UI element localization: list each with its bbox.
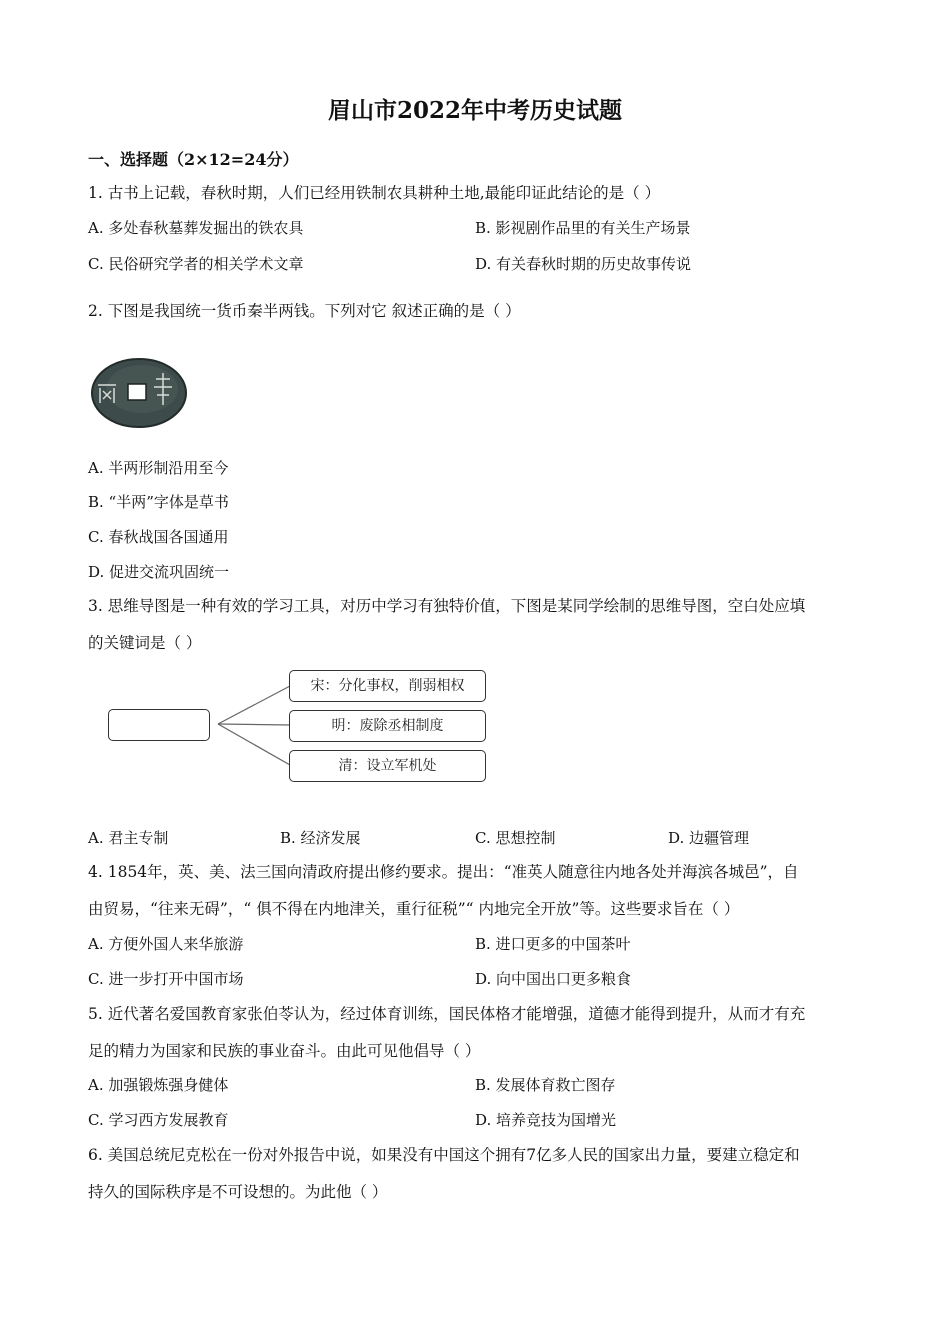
q3-option-c: C. 思想控制	[475, 829, 556, 847]
mind-map-blank-box	[108, 709, 210, 741]
q4-option-c: C. 进一步打开中国市场	[88, 970, 244, 988]
q3-option-b: B. 经济发展	[280, 829, 361, 847]
q5-option-a: A. 加强锻炼强身健体	[88, 1076, 229, 1094]
q5-option-c: C. 学习西方发展教育	[88, 1111, 229, 1129]
q3-option-a: A. 君主专制	[88, 829, 169, 847]
question-6-stem-line2: 持久的国际秩序是不可设想的。为此他（ ）	[88, 1183, 388, 1201]
question-3-stem-line2: 的关键词是（ ）	[88, 634, 202, 652]
q1-option-d: D. 有关春秋时期的历史故事传说	[475, 255, 692, 273]
q2-option-a: A. 半两形制沿用至今	[88, 459, 229, 477]
page-title: 眉山市2022年中考历史试题	[327, 97, 622, 124]
mind-map-qing: 清：设立军机处	[289, 750, 486, 782]
q1-option-a: A. 多处春秋墓葬发掘出的铁农具	[88, 219, 304, 237]
mind-map-song: 宋：分化事权，削弱相权	[289, 670, 486, 702]
q4-option-b: B. 进口更多的中国茶叶	[475, 935, 631, 953]
q2-option-b: B. “半两”字体是草书	[88, 493, 229, 511]
q4-option-a: A. 方便外国人来华旅游	[88, 935, 244, 953]
q4-option-d: D. 向中国出口更多粮食	[475, 970, 632, 988]
question-3-stem-line1: 3. 思维导图是一种有效的学习工具，对历中学习有独特价值，下图是某同学绘制的思维导图，空白处应填	[88, 597, 806, 615]
mind-map-ming: 明：废除丞相制度	[289, 710, 486, 742]
q5-option-d: D. 培养竞技为国增光	[475, 1111, 617, 1129]
q2-option-c: C. 春秋战国各国通用	[88, 528, 229, 546]
question-5-stem-line2: 足的精力为国家和民族的事业奋斗。由此可见他倡导（ ）	[88, 1042, 481, 1060]
question-4-stem-line1: 4. 1854年，英、美、法三国向清政府提出修约要求。提出：“准英人随意往内地各处并海滨各城邑”，自	[88, 863, 799, 881]
question-2-stem: 2. 下图是我国统一货币秦半两钱。下列对它 叙述正确的是（ ）	[88, 302, 521, 320]
question-1-stem: 1. 古书上记载，春秋时期，人们已经用铁制农具耕种土地,最能印证此结论的是（ ）	[88, 184, 661, 202]
q2-option-d: D. 促进交流巩固统一	[88, 563, 230, 581]
q1-option-b: B. 影视剧作品里的有关生产场景	[475, 219, 691, 237]
question-5-stem-line1: 5. 近代著名爱国教育家张伯苓认为，经过体育训练，国民体格才能增强，道德才能得到提升，从而才有充	[88, 1005, 806, 1023]
question-6-stem-line1: 6. 美国总统尼克松在一份对外报告中说，如果没有中国这个拥有7亿多人民的国家出力量，要建立稳定和	[88, 1146, 800, 1164]
section-heading: 一、选择题（2×12=24分）	[88, 150, 299, 169]
q5-option-b: B. 发展体育救亡图存	[475, 1076, 616, 1094]
question-4-stem-line2: 由贸易，“往来无碍”，“ 俱不得在内地津关，重行征税”“ 内地完全开放”等。这些要求旨在（ ）	[88, 900, 740, 918]
q1-option-c: C. 民俗研究学者的相关学术文章	[88, 255, 304, 273]
q3-option-d: D. 边疆管理	[668, 829, 750, 847]
